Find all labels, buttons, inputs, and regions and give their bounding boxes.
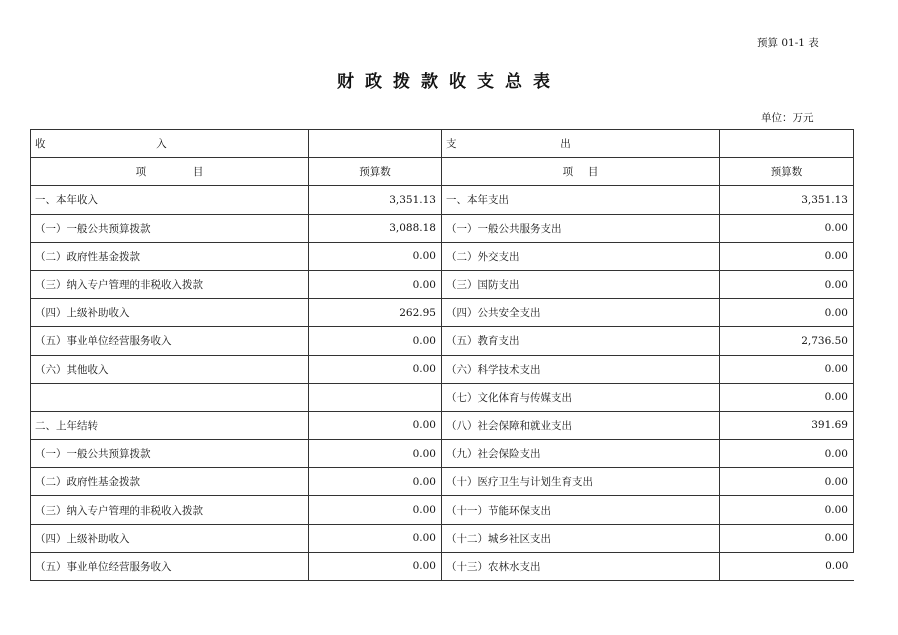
income-value-cell: 3,088.18 (309, 214, 442, 242)
table-row (31, 355, 854, 383)
table-row (31, 383, 854, 411)
table-row (31, 440, 854, 468)
expense-item-cell: （七）文化体育与传媒支出 (442, 383, 720, 411)
income-item-header (31, 158, 309, 186)
expense-value-cell: 0.00 (720, 214, 854, 242)
table-row (31, 270, 854, 298)
expense-item-cell: 一、本年支出 (442, 186, 720, 214)
expense-value-cell: 0.00 (720, 299, 854, 327)
income-value-cell: 0.00 (309, 440, 442, 468)
form-code: 预算 01-1 表 (757, 37, 819, 49)
expense-value-cell: 391.69 (720, 411, 854, 439)
income-budget-header: 预算数 (309, 158, 442, 186)
income-value-cell: 3,351.13 (309, 186, 442, 214)
income-item-cell (31, 383, 309, 411)
expense-item-cell: （六）科学技术支出 (442, 355, 720, 383)
expense-label: 支 (446, 138, 457, 151)
expense-item-header (442, 158, 720, 186)
expense-value-cell: 0.00 (720, 524, 854, 552)
table-row (31, 299, 854, 327)
expense-budget-header: 预算数 (720, 158, 854, 186)
income-item-cell: （一）一般公共预算拨款 (31, 440, 309, 468)
expense-value-cell: 2,736.50 (720, 327, 854, 355)
expense-value-cell: 0.00 (720, 270, 854, 298)
expense-value-cell: 3,351.13 (720, 186, 854, 214)
expense-item-cell: （二）外交支出 (442, 242, 720, 270)
income-value-cell: 0.00 (309, 552, 442, 580)
income-value-cell: 0.00 (309, 468, 442, 496)
expense-item-cell: （九）社会保险支出 (442, 440, 720, 468)
table-row (31, 242, 854, 270)
expense-item-cell: （八）社会保障和就业支出 (442, 411, 720, 439)
income-item-cell: （三）纳入专户管理的非税收入拨款 (31, 496, 309, 524)
expense-header-blank (720, 130, 854, 158)
income-value-cell: 0.00 (309, 524, 442, 552)
table-row (31, 327, 854, 355)
income-value-cell: 0.00 (309, 496, 442, 524)
expense-value-cell: 0.00 (720, 242, 854, 270)
table-row (31, 468, 854, 496)
income-item-cell: （六）其他收入 (31, 355, 309, 383)
income-item-cell: （三）纳入专户管理的非税收入拨款 (31, 270, 309, 298)
item-label: 项 (135, 166, 147, 179)
income-section-header (31, 130, 309, 158)
expense-item-cell: （四）公共安全支出 (442, 299, 720, 327)
table-row (31, 411, 854, 439)
expense-section-header (442, 130, 720, 158)
income-item-cell: （四）上级补助收入 (31, 299, 309, 327)
unit-label: 单位：万元 (761, 112, 814, 124)
income-value-cell: 0.00 (309, 242, 442, 270)
expense-value-cell: 0.00 (720, 440, 854, 468)
expense-value-cell: 0.00 (720, 468, 854, 496)
income-item-cell: （五）事业单位经营服务收入 (31, 327, 309, 355)
income-label: 收 (35, 138, 46, 151)
expense-item-cell: （十三）农林水支出 (442, 552, 720, 580)
income-item-cell: （四）上级补助收入 (31, 524, 309, 552)
table-row (31, 496, 854, 524)
expense-value-cell: 0.00 (720, 496, 854, 524)
expense-value-cell: 0.00 (720, 383, 854, 411)
page-title: 财政拨款收支总表 (337, 72, 561, 92)
income-value-cell: 262.95 (309, 299, 442, 327)
income-label-2: 入 (156, 138, 167, 151)
table-row (31, 186, 854, 214)
budget-table (30, 129, 854, 581)
income-header-blank (309, 130, 442, 158)
expense-value-cell: 0.00 (720, 552, 854, 580)
income-item-cell: （二）政府性基金拨款 (31, 242, 309, 270)
expense-item-cell: （十二）城乡社区支出 (442, 524, 720, 552)
section-header-row (31, 130, 854, 158)
income-item-cell: （一）一般公共预算拨款 (31, 214, 309, 242)
expense-item-cell: （十一）节能环保支出 (442, 496, 720, 524)
income-value-cell (309, 383, 442, 411)
income-item-cell: （二）政府性基金拨款 (31, 468, 309, 496)
expense-item-cell: （一）一般公共服务支出 (442, 214, 720, 242)
income-item-cell: 二、上年结转 (31, 411, 309, 439)
income-item-cell: 一、本年收入 (31, 186, 309, 214)
item-label-2: 目 (587, 166, 599, 179)
table-row (31, 524, 854, 552)
item-label-2: 目 (192, 166, 204, 179)
table-row (31, 552, 854, 580)
income-value-cell: 0.00 (309, 355, 442, 383)
item-label: 项 (562, 166, 574, 179)
column-header-row (31, 158, 854, 186)
income-value-cell: 0.00 (309, 327, 442, 355)
income-item-cell: （五）事业单位经营服务收入 (31, 552, 309, 580)
expense-item-cell: （十）医疗卫生与计划生育支出 (442, 468, 720, 496)
expense-label-2: 出 (560, 138, 571, 151)
expense-item-cell: （五）教育支出 (442, 327, 720, 355)
expense-item-cell: （三）国防支出 (442, 270, 720, 298)
income-value-cell: 0.00 (309, 270, 442, 298)
income-value-cell: 0.00 (309, 411, 442, 439)
expense-value-cell: 0.00 (720, 355, 854, 383)
table-row (31, 214, 854, 242)
